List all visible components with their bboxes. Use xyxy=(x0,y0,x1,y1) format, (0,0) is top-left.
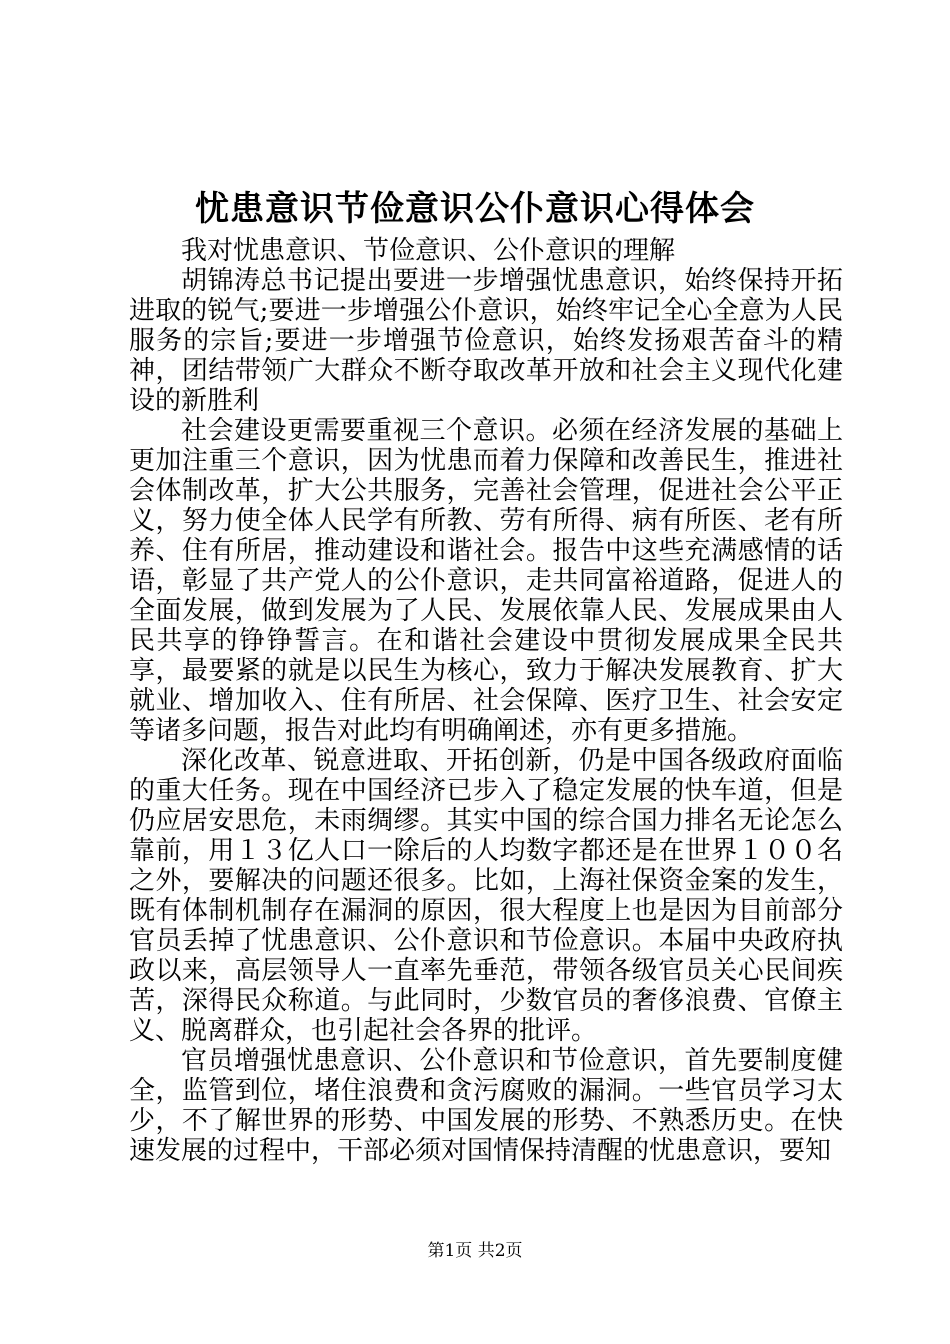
paragraph: 胡锦涛总书记提出要进一步增强忧患意识，始终保持开拓进取的锐气;要进一步增强公仆意识，始终牢记全心全意为人民服务的宗旨;要进一步增强节俭意识，始终发扬艰苦奋斗的精神，团结带领广大群众不断夺取改革开放和社会主义现代化建设的新胜利 xyxy=(129,266,843,416)
paragraph: 社会建设更需要重视三个意识。必须在经济发展的基础上更加注重三个意识，因为忧患而着力保障和改善民生，推进社会体制改革，扩大公共服务，完善社会管理，促进社会公平正义，努力使全体人民学有所教、劳有所得、病有所医、老有所养、住有所居，推动建设和谐社会。报告中这些充满感情的话语，彰显了共产党人的公仆意识，走共同富裕道路，促进人的全面发展，做到发展为了人民、发展依靠人民、发展成果由人民共享的铮铮誓言。在和谐社会建设中贯彻发展成果全民共享，最要紧的就是以民生为核心，致力于解决发展教育、扩大就业、增加收入、住有所居、社会保障、医疗卫生、社会安定等诸多问题，报告对此均有明确阐述，亦有更多措施。 xyxy=(129,416,843,746)
paragraph: 深化改革、锐意进取、开拓创新，仍是中国各级政府面临的重大任务。现在中国经济已步入了稳定发展的快车道，但是仍应居安思危，未雨绸缪。其实中国的综合国力排名无论怎么靠前，用１３亿人口一除后的人均数字都还是在世界１００名之外，要解决的问题还很多。比如，上海社保资金案的发生，既有体制机制存在漏洞的原因，很大程度上也是因为目前部分官员丢掉了忧患意识、公仆意识和节俭意识。本届中央政府执政以来，高层领导人一直率先垂范，带领各级官员关心民间疾苦，深得民众称道。与此同时，少数官员的奢侈浪费、官僚主义、脱离群众，也引起社会各界的批评。 xyxy=(129,746,843,1046)
document-body xyxy=(129,236,843,1166)
page-footer: 第1页 共2页 xyxy=(427,1241,523,1261)
document-title: 忧患意识节俭意识公仆意识心得体会 xyxy=(195,189,755,229)
paragraph-subtitle: 我对忧患意识、节俭意识、公仆意识的理解 xyxy=(181,236,676,266)
paragraph: 官员增强忧患意识、公仆意识和节俭意识，首先要制度健全，监管到位，堵住浪费和贪污腐败的漏洞。一些官员学习太少，不了解世界的形势、中国发展的形势、不熟悉历史。在快速发展的过程中，干部必须对国情保持清醒的忧患意识，要知 xyxy=(129,1046,843,1166)
